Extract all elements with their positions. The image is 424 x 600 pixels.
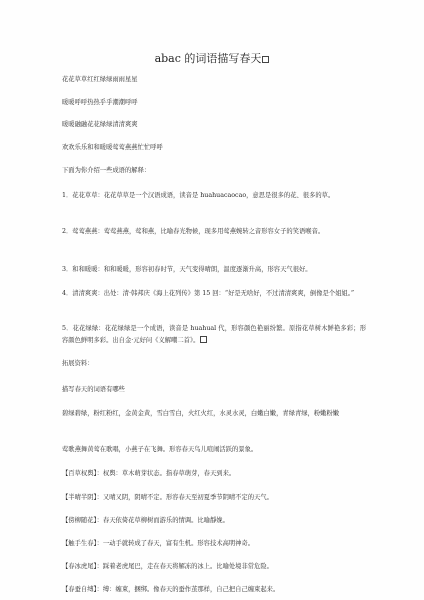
idiom-entry: 【春冰虎尾】：踩着老虎尾巴，走在春天将解冻的冰上。比喻处境非常危险。 xyxy=(62,563,273,570)
explanation-4: 4．清清爽爽：出处：清·韩邦庆《海上花列传》第 15 回：“好是无啥好，不过清清爽爽，倒像是个姐姐。” xyxy=(62,290,355,297)
scene-line: 莺歌燕舞黄莺在歌唱，小燕子在飞舞。形容春天鸟儿喧闹活跃的景象。 xyxy=(62,446,258,453)
idiom-entry: 【傍柳随花】：春天依倚花草柳树而游乐的情调。比喻靜娩。 xyxy=(62,517,229,524)
words-heading: 描写春天的词语有哪些 xyxy=(62,386,125,393)
idiom-entry: 【百草权舆】：权舆：草木萌芽状态。指春草萌芽，春天到来。 xyxy=(62,470,236,477)
words-paragraph: 碧绿碧绿，粉红粉红，金黄金黄，雪白雪白，火红火红，水灵水灵，白嫩白嫩，青绿青绿，粉嫩粉嫩 xyxy=(62,410,340,417)
explanation-1: 1．花花草草：花花草草是一个汉语成语，读音是 huahuacaocao，意思是很多的花、很多的草。 xyxy=(62,192,335,199)
idiom-entry: 【半晴半阴】：又晴又阴，阴晴不定。形容春天至初夏季节阴晴不定的天气。 xyxy=(62,494,273,501)
intro-text: 下面为你介绍一些成语的解释： xyxy=(62,167,151,174)
explanation-3: 3．和和暖暖：和和暖暖，形容初春时节，天气变得晴朗，温度逐渐升高，形容天气很好。 xyxy=(62,266,312,273)
missing-glyph-box xyxy=(200,336,207,343)
idiom-line: 花花草草红红绿绿雨雨星星 xyxy=(62,76,138,83)
extended-heading: 拓展资料： xyxy=(62,360,94,367)
page-title: abac 的词语描写春天 xyxy=(0,50,424,66)
explanation-2: 2．莺莺燕燕：莺莺燕燕，莺和燕，比喻春光物候，现多用莺燕婉转之音形容女子的笑语喉音。 xyxy=(62,228,325,235)
idiom-entry: 【春蚕自缚】：缚：缠束，捆绑。像春天的蚕作茧那样，自己把自己缠束起来。 xyxy=(62,586,280,593)
idiom-line: 暖暖呼呼热热乎乎潮潮呼呼 xyxy=(62,99,138,106)
idiom-entry: 【触手生春】：一动手就转成了春天，富有生机。形容技术高明神奇。 xyxy=(62,540,255,547)
idiom-line: 欢欢乐乐和和暖暖莺莺燕燕忙忙呼呼 xyxy=(62,144,163,151)
explanation-5: 5．花花绿绿：花花绿绿是一个成语，读音是 huahual 代，形容颜色艳丽纷繁。原指花草树木鲜艳多彩；形容颜色鲜明多彩。出自金·元好问《义解嘲二首》。 xyxy=(62,325,366,344)
idiom-line: 暖暖融融花花绿绿清清爽爽 xyxy=(62,121,138,128)
missing-glyph-box xyxy=(262,56,269,63)
